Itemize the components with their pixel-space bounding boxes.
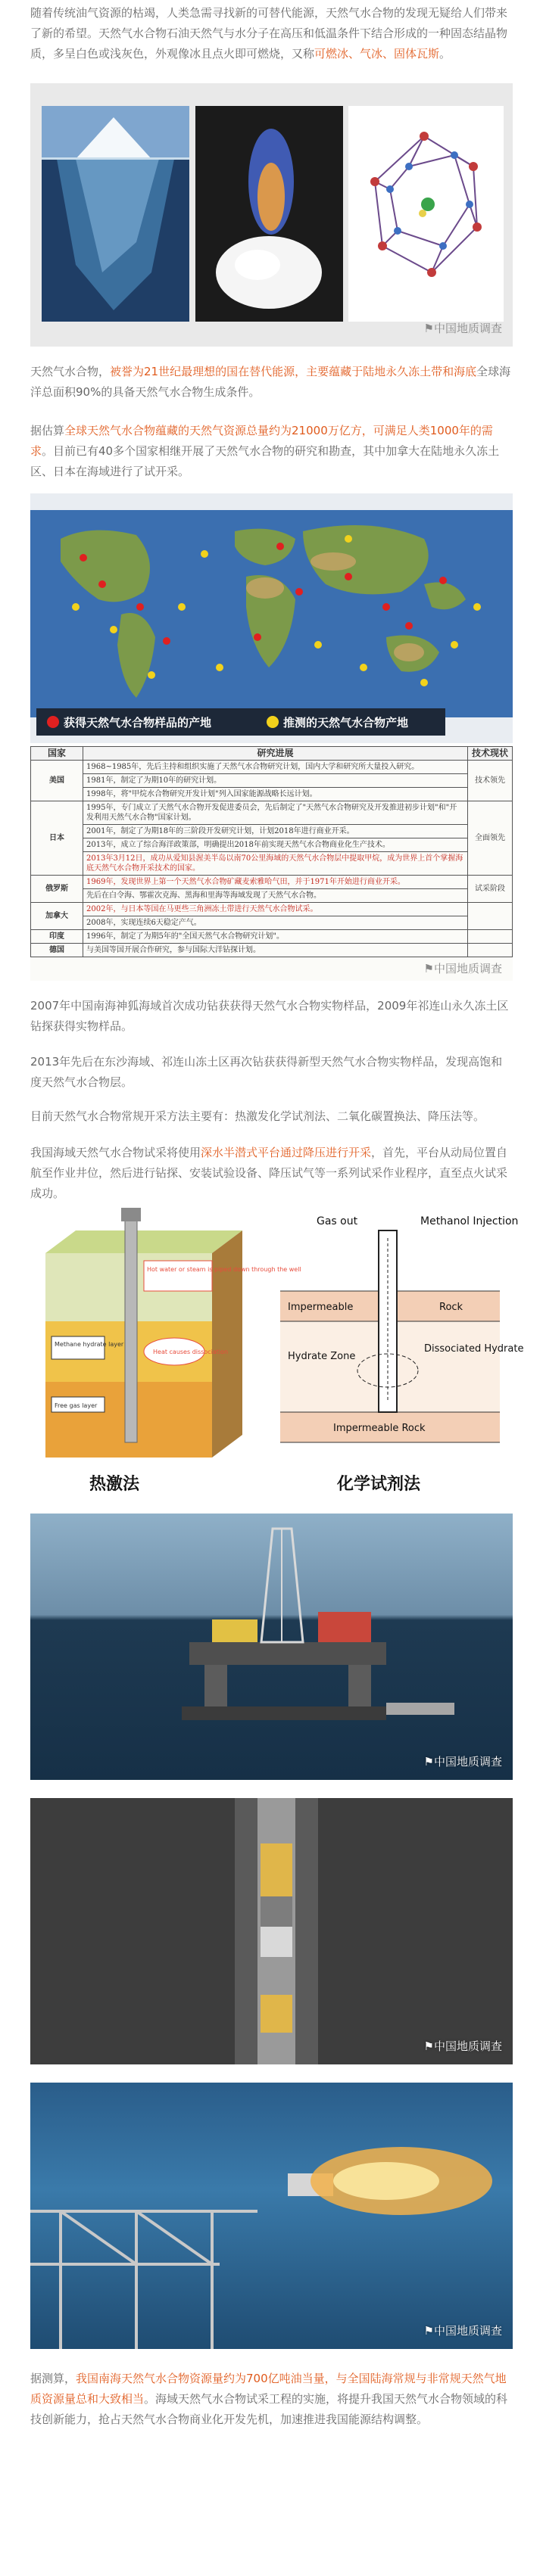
table-row [31, 761, 513, 774]
found-marker [276, 543, 284, 550]
p8-lead: 据测算， [30, 2372, 76, 2385]
table-row [31, 852, 513, 876]
paragraph-3 [30, 421, 513, 482]
inferred-marker [72, 603, 80, 611]
table-row [31, 903, 513, 916]
rock-label: Rock [439, 1302, 463, 1313]
table-cell-progress: 2001年，制定了为期18年的三阶段开发研究计划，计划2018年进行商业开采。 [83, 825, 468, 838]
hot-water-label: Hot water or steam is piped down through the well [147, 1266, 301, 1273]
inferred-marker [345, 535, 352, 543]
table-cell-stage: 技术领先 [468, 761, 513, 801]
p7-lead: 我国海域天然气水合物试采将使用 [30, 1146, 201, 1159]
table-cell-stage: 全面领先 [468, 801, 513, 876]
extraction-diagram [30, 1208, 524, 1497]
table-cell-progress: 2002年，与日本等国在马更些三角洲冻土带进行天然气水合物试采。 [83, 903, 468, 916]
p3-lead: 据估算 [30, 424, 65, 437]
iceberg-image [42, 106, 189, 322]
table-cell-progress: 先后在白令海、鄂霍次克海、黑海和里海等海域发现了天然气水合物。 [83, 889, 468, 903]
watermark: ⚑ 中国地质调查 [424, 320, 502, 336]
extraction-methods-figure [30, 1208, 524, 1497]
inferred-marker [473, 603, 481, 611]
table-cell-progress: 1969年，发现世界上第一个天然气水合物矿藏麦索雅哈气田，并于1971年开始进行商业开采。 [83, 876, 468, 889]
table-cell-progress: 2013年3月12日，成功从爱知县渥美半岛以南70公里海域的天然气水合物层中提取甲烷，成为世界上首个掌握海底天然气水合物开采技术的国家。 [83, 852, 468, 876]
hydrate-zone-label: Hydrate Zone [288, 1351, 356, 1362]
table-cell-country: 俄罗斯 [31, 876, 83, 903]
paragraph-7 [30, 1143, 513, 1204]
legend-found-label: 获得天然气水合物样品的产地 [64, 716, 212, 730]
thermal-method-diagram [45, 1208, 301, 1494]
world-map-figure [30, 493, 513, 743]
table-row [31, 825, 513, 838]
inferred-marker [110, 626, 117, 633]
dissociated-label: Dissociated Hydrate [424, 1343, 524, 1355]
found-marker [80, 554, 87, 562]
table-cell-progress: 1968~1985年，先后主持和组织实施了天然气水合物研究计划，国内大学和研究所大量投入研究。 [83, 761, 468, 774]
legend-inferred-label: 推测的天然气水合物产地 [283, 716, 409, 730]
table-body [31, 761, 513, 957]
research-table-figure [30, 746, 513, 981]
legend-found-marker [47, 716, 59, 728]
p7-end: ，首先，平台从动局位置自航至作业井位，然后进行钻探、安装试验设备、降压试气等一系列试采作业程序，直至点火试采成功。 [30, 1146, 508, 1200]
table-row [31, 788, 513, 801]
watermark: ⚑ 中国地质调查 [424, 2038, 502, 2054]
p2-end: 全球海洋总面积90%的具备天然气水合物生成条件。 [30, 365, 511, 399]
table-cell-country: 加拿大 [31, 903, 83, 930]
table-cell-progress: 与美国等国开展合作研究，参与国际大洋钻探计划。 [83, 944, 468, 957]
col-header-stage: 技术现状 [468, 747, 513, 761]
hydrate-collage [30, 83, 513, 347]
found-marker [439, 577, 447, 584]
table-cell-country: 印度 [31, 930, 83, 944]
flare-illustration [30, 2083, 513, 2349]
col-header-country: 国家 [31, 747, 83, 761]
borehole-tool-photo [30, 1798, 513, 2064]
found-marker [295, 588, 303, 596]
inferred-marker [216, 664, 223, 671]
table-cell-stage: 试采阶段 [468, 876, 513, 903]
table-cell-stage [468, 930, 513, 944]
inferred-marker [420, 679, 428, 686]
gas-flare-photo [30, 2083, 513, 2349]
paragraph-5: 2013年先后在东沙海域、祁连山冻土区再次钻获获得新型天然气水合物实物样品，发现高饱和度天然气水合物层。 [30, 1055, 503, 1089]
thermal-method-caption: 热激法 [89, 1475, 140, 1494]
table-cell-progress: 2008年，实现连续6天稳定产气。 [83, 916, 468, 930]
paragraph-8 [30, 2369, 513, 2430]
found-marker [136, 603, 144, 611]
table-cell-stage [468, 903, 513, 930]
p8-highlight: 我国南海天然气水合物资源量约为700亿吨油当量，与全国陆海常规与非常规天然气地质资源量总和大致相当 [30, 2372, 507, 2406]
table-row [31, 838, 513, 852]
gas-out-label: Gas out [317, 1215, 358, 1227]
col-header-progress: 研究进展 [83, 747, 468, 761]
table-row [31, 889, 513, 903]
p2-lead: 天然气水合物， [30, 365, 111, 378]
table-cell-progress: 1998年，将"甲烷水合物研究开发计划"列入国家能源战略长远计划。 [83, 788, 468, 801]
table-row [31, 801, 513, 825]
heat-dissociation-label: Heat causes dissociation [153, 1349, 229, 1355]
found-marker [382, 603, 390, 611]
intro-highlight: 可燃冰、气冰、固体瓦斯 [314, 47, 440, 61]
table-cell-progress: 2013年，成立了综合海洋政策部，明确提出2018年前实现天然气水合物商业化生产技术。 [83, 838, 468, 852]
watermark: ⚑ 中国地质调查 [424, 1753, 502, 1769]
p3-highlight: 全球天然气水合物蕴藏的天然气资源总量约为21000万亿方，可满足人类1000年的需求 [30, 424, 493, 458]
p3-end: 。目前已有40多个国家相继开展了天然气水合物的研究和勘查，其中加拿大在陆地永久冻土区、日本在海域进行了试开采。 [30, 444, 500, 478]
found-marker [345, 573, 352, 580]
chemical-method-diagram [280, 1215, 523, 1494]
hydrate-image-banner [30, 83, 513, 347]
inferred-marker [451, 641, 458, 649]
intro-text: 随着传统油气资源的枯竭，人类急需寻找新的可替代能源，天然气水合物的发现无疑给人们带来了新的希望。天然气水合物石油天然气与水分子在高压和低温条件下结合形成的一种固态结晶物质，多呈白色或浅灰色，外观像冰且点火即可燃烧，又称 [30, 6, 508, 61]
table-row [31, 930, 513, 944]
inferred-marker [148, 671, 155, 679]
p2-highlight: 被誉为21世纪最理想的国在替代能源，主要蕴藏于陆地永久冻土带和海底 [110, 365, 477, 378]
table-cell-progress: 1981年，制定了为期10年的研究计划。 [83, 774, 468, 788]
free-gas-label: Free gas layer [55, 1402, 98, 1409]
intro-end: 。 [439, 47, 451, 61]
borehole-illustration [30, 1798, 513, 2064]
table-cell-country: 美国 [31, 761, 83, 801]
table-cell-progress: 1996年，制定了为期5年的"全国天然气水合物研究计划"。 [83, 930, 468, 944]
table-row [31, 774, 513, 788]
methane-hydrate-label: Methane hydrate layer [55, 1341, 124, 1348]
drilling-platform-photo [30, 1514, 513, 1780]
table-cell-country: 日本 [31, 801, 83, 876]
found-marker [98, 580, 106, 588]
table-cell-stage [468, 944, 513, 957]
methanol-label: Methanol Injection [420, 1215, 519, 1227]
world-map [30, 493, 513, 743]
table-row [31, 876, 513, 889]
inferred-marker [360, 664, 367, 671]
found-marker [163, 637, 170, 645]
map-legend [36, 708, 445, 736]
table-row [31, 916, 513, 930]
inferred-marker [178, 603, 186, 611]
p7-highlight: 深水半潜式平台通过降压进行开采 [201, 1146, 372, 1159]
chemical-method-caption: 化学试剂法 [337, 1475, 421, 1494]
found-marker [405, 622, 413, 630]
paragraph-4: 2007年中国南海神狐海域首次成功钻获获得天然气水合物实物样品，2009年祁连山永久冻土区钻探获得实物样品。 [30, 999, 509, 1033]
watermark: ⚑ 中国地质调查 [424, 960, 502, 976]
paragraph-2 [30, 362, 513, 403]
p8-end: 。海域天然气水合物试采工程的实施，将提升我国天然气水合物领域的科技创新能力，抢占天然气水合物商业化开发先机，加速推进我国能源结构调整。 [30, 2392, 508, 2426]
inferred-marker [314, 641, 322, 649]
research-progress-table [30, 746, 513, 957]
platform-illustration [30, 1514, 513, 1780]
legend-inferred-marker [267, 716, 279, 728]
table-cell-progress: 1995年，专门成立了天然气水合物开发促进委员会，先后制定了"天然气水合物研究及开发推进初步计划"和"开发利用天然气水合物"国家计划。 [83, 801, 468, 825]
table-row [31, 944, 513, 957]
impermeable-rock-label: Impermeable Rock [333, 1423, 426, 1434]
table-header-row [31, 747, 513, 761]
watermark: ⚑ 中国地质调查 [424, 2322, 502, 2338]
intro-paragraph [30, 3, 513, 64]
impermeable-label: Impermeable [288, 1302, 354, 1313]
paragraph-6: 目前天然气水合物常规开采方法主要有：热激发化学试剂法、二氧化碳置换法、降压法等。 [30, 1109, 485, 1123]
burning-ice-image [195, 106, 343, 322]
inferred-marker [201, 550, 208, 558]
table-cell-country: 德国 [31, 944, 83, 957]
found-marker [254, 633, 261, 641]
